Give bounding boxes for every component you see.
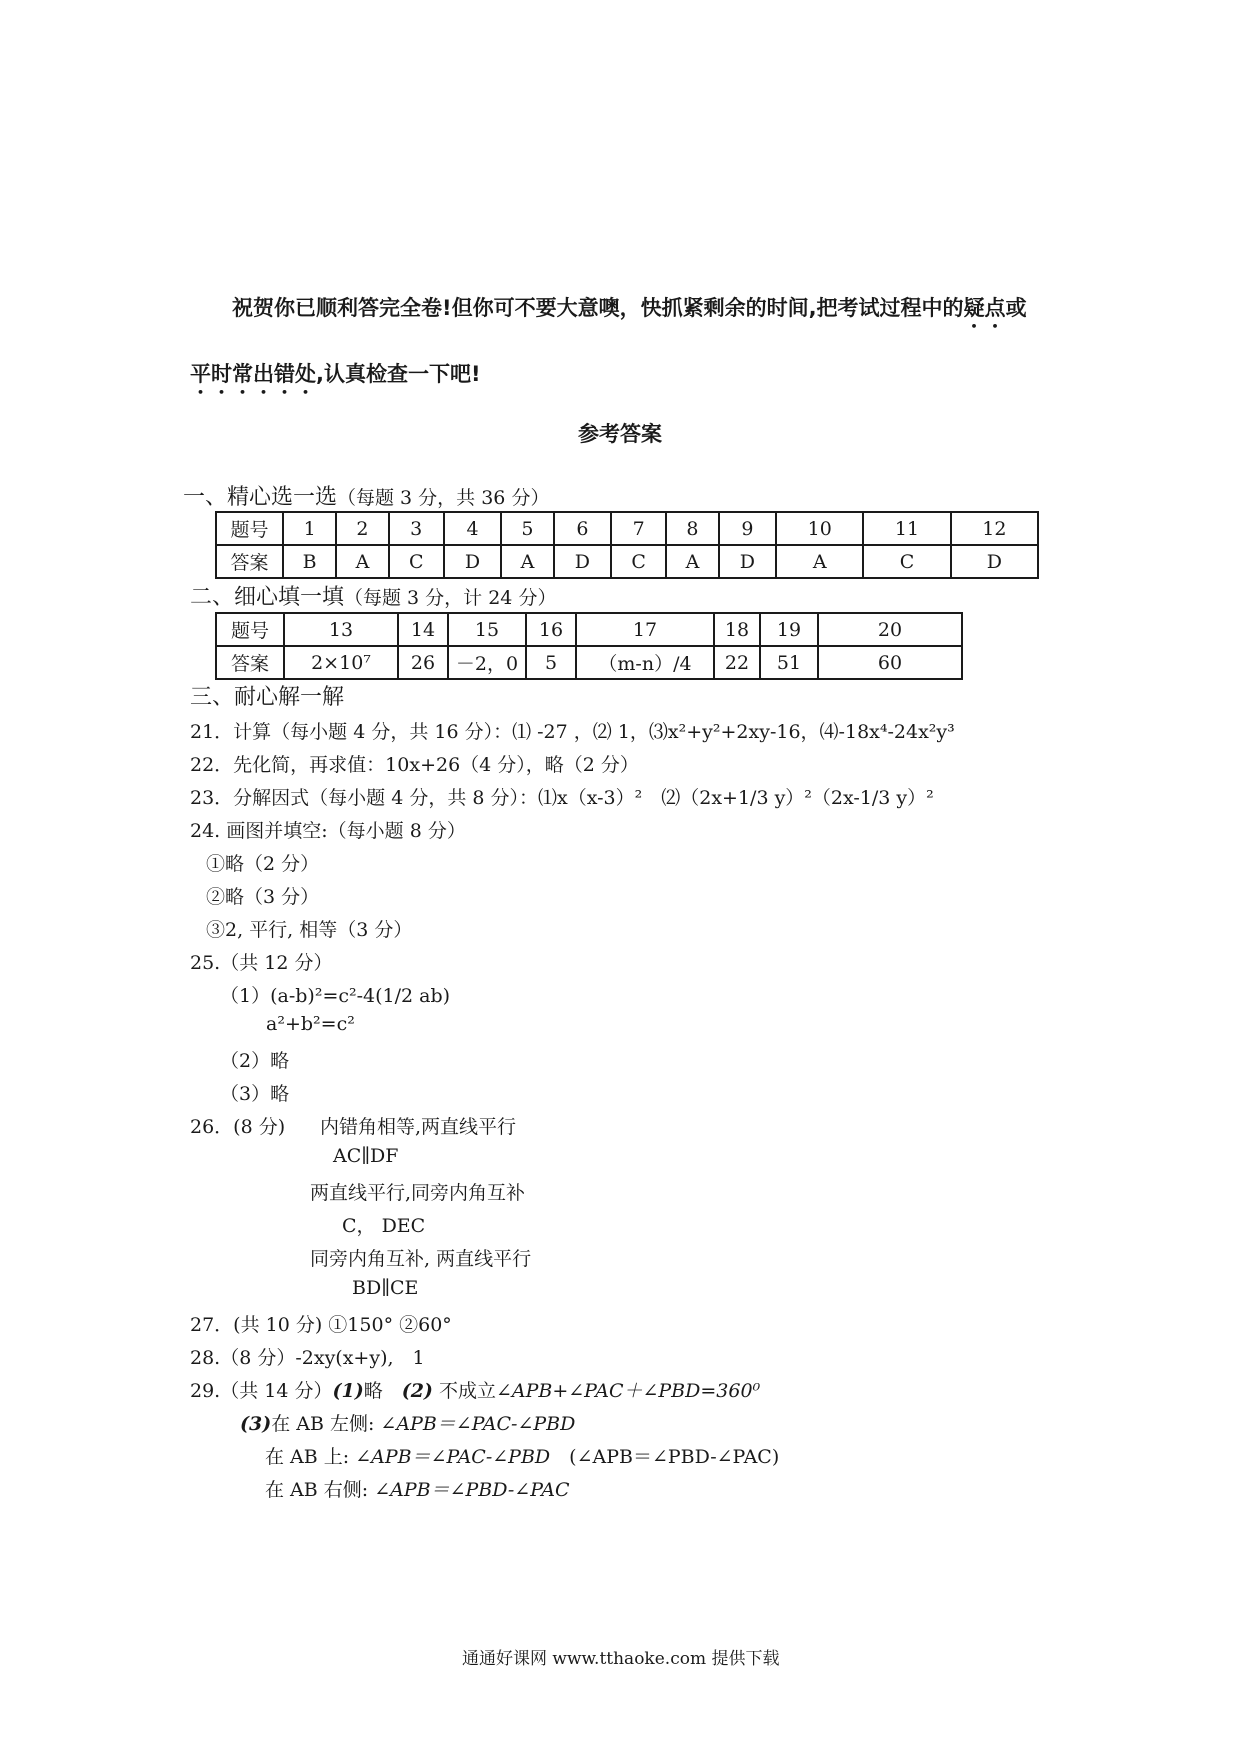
intro-dotted-1: 疑点 bbox=[963, 296, 1006, 320]
question-cell: 8 bbox=[666, 512, 718, 545]
answer-25-2: （2）略 bbox=[220, 1050, 290, 1072]
question-cell: 20 bbox=[818, 613, 962, 646]
question-cell: 15 bbox=[448, 613, 526, 646]
answer-24-3: ③2, 平行, 相等（3 分） bbox=[206, 919, 413, 941]
answer-26-f: BD∥CE bbox=[352, 1277, 419, 1299]
answer-cell: C bbox=[863, 545, 950, 578]
question-cell: 5 bbox=[501, 512, 553, 545]
section-2-table bbox=[215, 612, 963, 680]
row-label-answer: 答案 bbox=[216, 545, 283, 578]
page-title: 参考答案 bbox=[578, 422, 662, 446]
answer-cell: C bbox=[611, 545, 666, 578]
section-2-heading: 二、细心填一填（每题 3 分，计 24 分） bbox=[190, 585, 557, 610]
question-cell: 14 bbox=[398, 613, 448, 646]
table-row bbox=[216, 613, 962, 646]
intro-line-1: 祝贺你已顺利答完全卷!但你可不要大意噢，快抓紧剩余的时间,把考试过程中的疑点或 bbox=[232, 296, 1027, 320]
answer-cell: 51 bbox=[760, 646, 818, 679]
answer-cell: D bbox=[554, 545, 611, 578]
answer-cell: D bbox=[444, 545, 501, 578]
answer-cell: D bbox=[951, 545, 1038, 578]
question-cell: 4 bbox=[444, 512, 501, 545]
answer-25: 25.（共 12 分） bbox=[190, 952, 333, 974]
answer-23: 23．分解因式（每小题 4 分，共 8 分）：⑴x（x-3）² ⑵（2x+1/3 y）²（2x-1/3 y）² bbox=[190, 787, 934, 809]
page-footer: 通通好课网 www.tthaoke.com 提供下载 bbox=[462, 1649, 780, 1669]
question-cell: 17 bbox=[576, 613, 714, 646]
answer-cell: A bbox=[501, 545, 553, 578]
question-cell: 12 bbox=[951, 512, 1038, 545]
answer-25-1: （1）(a-b)²=c²-4(1/2 ab) bbox=[220, 985, 451, 1007]
question-cell: 13 bbox=[284, 613, 398, 646]
question-cell: 11 bbox=[863, 512, 950, 545]
answer-24-1: ①略（2 分） bbox=[206, 853, 320, 875]
answer-25-3: （3）略 bbox=[220, 1083, 290, 1105]
answer-cell: －2，0 bbox=[448, 646, 526, 679]
row-label-answer: 答案 bbox=[216, 646, 284, 679]
table-row bbox=[216, 545, 1038, 578]
answer-24: 24. 画图并填空:（每小题 8 分） bbox=[190, 820, 466, 842]
question-cell: 16 bbox=[526, 613, 576, 646]
section-3-heading: 三、耐心解一解 bbox=[190, 685, 345, 710]
answer-cell: D bbox=[719, 545, 776, 578]
question-cell: 10 bbox=[776, 512, 863, 545]
intro-line-2: 平时常出错处,认真检查一下吧! bbox=[190, 362, 481, 386]
answer-cell: A bbox=[336, 545, 388, 578]
question-cell: 19 bbox=[760, 613, 818, 646]
question-cell: 3 bbox=[389, 512, 444, 545]
answer-cell: 22 bbox=[714, 646, 760, 679]
answer-cell: C bbox=[389, 545, 444, 578]
answer-cell: 2×10⁷ bbox=[284, 646, 398, 679]
table-row bbox=[216, 646, 962, 679]
question-cell: 1 bbox=[283, 512, 336, 545]
question-cell: 7 bbox=[611, 512, 666, 545]
answer-cell: 60 bbox=[818, 646, 962, 679]
question-cell: 6 bbox=[554, 512, 611, 545]
row-label-question: 题号 bbox=[216, 512, 283, 545]
intro-dotted-2: 平时常出错处 bbox=[190, 362, 316, 386]
question-cell: 9 bbox=[719, 512, 776, 545]
table-row bbox=[216, 512, 1038, 545]
section-1-table bbox=[215, 511, 1039, 579]
row-label-question: 题号 bbox=[216, 613, 284, 646]
section-1-heading: 一、精心选一选（每题 3 分，共 36 分） bbox=[183, 485, 550, 510]
answer-cell: A bbox=[666, 545, 718, 578]
answer-29-3a: (3)在 AB 左侧: ∠APB＝∠PAC-∠PBD bbox=[240, 1413, 576, 1435]
answer-22: 22．先化简，再求值：10x+26（4 分），略（2 分） bbox=[190, 754, 639, 776]
answer-28: 28.（8 分）-2xy(x+y), 1 bbox=[190, 1347, 425, 1369]
answer-cell: （m-n）/4 bbox=[576, 646, 714, 679]
answer-26-b: AC∥DF bbox=[333, 1145, 399, 1167]
answer-26-d: C， DEC bbox=[342, 1215, 426, 1237]
answer-26-e: 同旁内角互补, 两直线平行 bbox=[310, 1248, 532, 1270]
answer-29-3c: 在 AB 右侧: ∠APB＝∠PBD-∠PAC bbox=[265, 1479, 570, 1501]
answer-26-c: 两直线平行,同旁内角互补 bbox=[310, 1182, 526, 1204]
answer-cell: A bbox=[776, 545, 863, 578]
answer-21: 21．计算（每小题 4 分，共 16 分）：⑴ -27 ，⑵ 1，⑶x²+y²+2xy-16，⑷-18x⁴-24x²y³ bbox=[190, 721, 955, 743]
answer-cell: 5 bbox=[526, 646, 576, 679]
answer-cell: B bbox=[283, 545, 336, 578]
answer-26-a: 内错角相等,两直线平行 bbox=[320, 1116, 517, 1138]
question-cell: 2 bbox=[336, 512, 388, 545]
question-cell: 18 bbox=[714, 613, 760, 646]
answer-29-3b: 在 AB 上: ∠APB＝∠PAC-∠PBD (∠APB＝∠PBD-∠PAC) bbox=[265, 1446, 780, 1468]
answer-27: 27．(共 10 分) ①150° ②60° bbox=[190, 1314, 452, 1336]
answer-26: 26．(8 分) bbox=[190, 1116, 286, 1138]
answer-25-1b: a²+b²=c² bbox=[266, 1013, 355, 1035]
answer-29: 29.（共 14 分）(1)略 (2) 不成立∠APB+∠PAC＋∠PBD=360⁰ bbox=[190, 1380, 761, 1402]
answer-24-2: ②略（3 分） bbox=[206, 886, 320, 908]
answer-cell: 26 bbox=[398, 646, 448, 679]
